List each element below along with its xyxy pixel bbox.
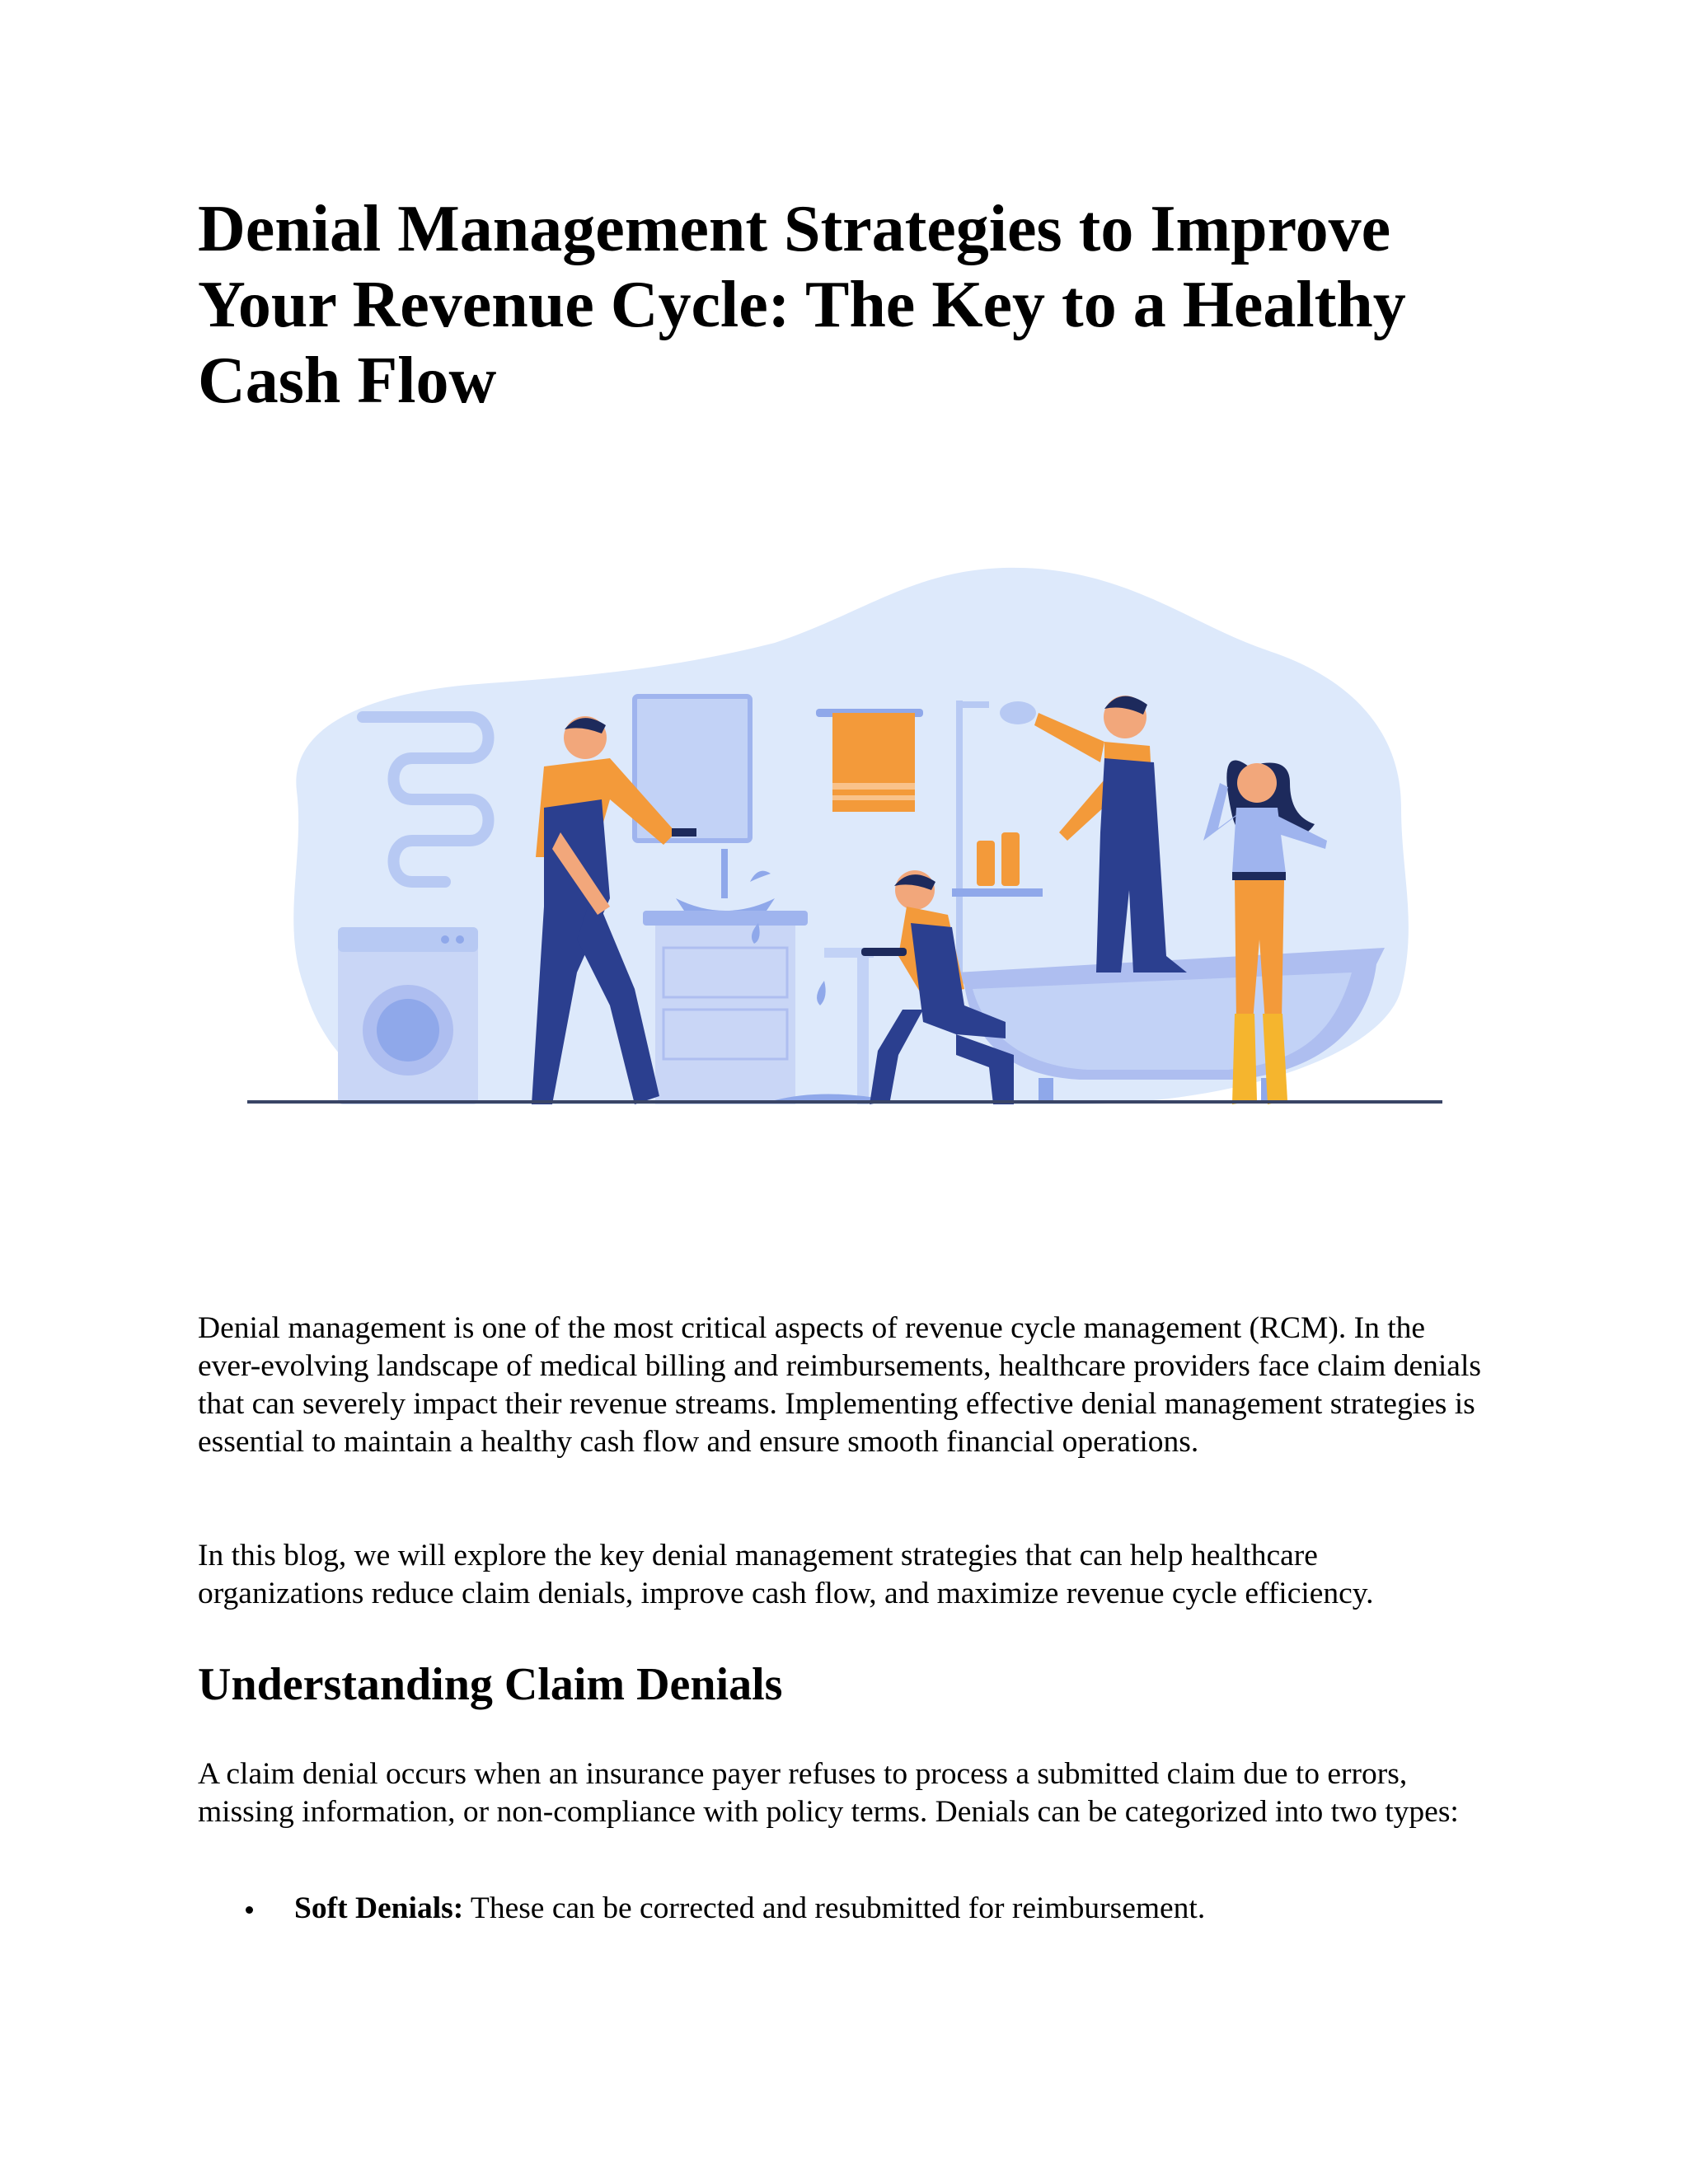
list-item-term: Soft Denials: <box>294 1891 464 1925</box>
washing-machine-icon <box>338 927 478 1104</box>
section-paragraph: A claim denial occurs when an insurance payer refuses to process a submitted claim due to errors, missing information, or non-compliance with policy terms. Denials can be categorized into two types: <box>198 1757 1459 1829</box>
denial-types-list <box>198 1890 1205 1928</box>
bullet-icon <box>246 1906 253 1914</box>
intro-paragraph: Denial management is one of the most critical aspects of revenue cycle management (RCM). In the ever-evolving landscape of medical billing and reimbursements, healthcare providers face claim denials that can severely impact their revenue streams. Implementing effective denial management strategies is essential to maintain a healthy cash flow and ensure smooth financial operations. <box>198 1311 1481 1459</box>
page-title: Denial Management Strategies to Improve Your Revenue Cycle: The Key to a Healthy Cash Flow <box>198 193 1406 417</box>
floor-line <box>247 1100 1442 1104</box>
blog-overview-paragraph: In this blog, we will explore the key denial management strategies that can help healthcare organizations reduce claim denials, improve cash flow, and maximize revenue cycle efficiency. <box>198 1539 1374 1610</box>
list-item <box>198 1890 1205 1928</box>
plumbers-bathroom-illustration <box>247 560 1442 1121</box>
list-item-text: These can be corrected and resubmitted for reimbursement. <box>463 1891 1206 1925</box>
section-heading: Understanding Claim Denials <box>198 1659 783 1710</box>
